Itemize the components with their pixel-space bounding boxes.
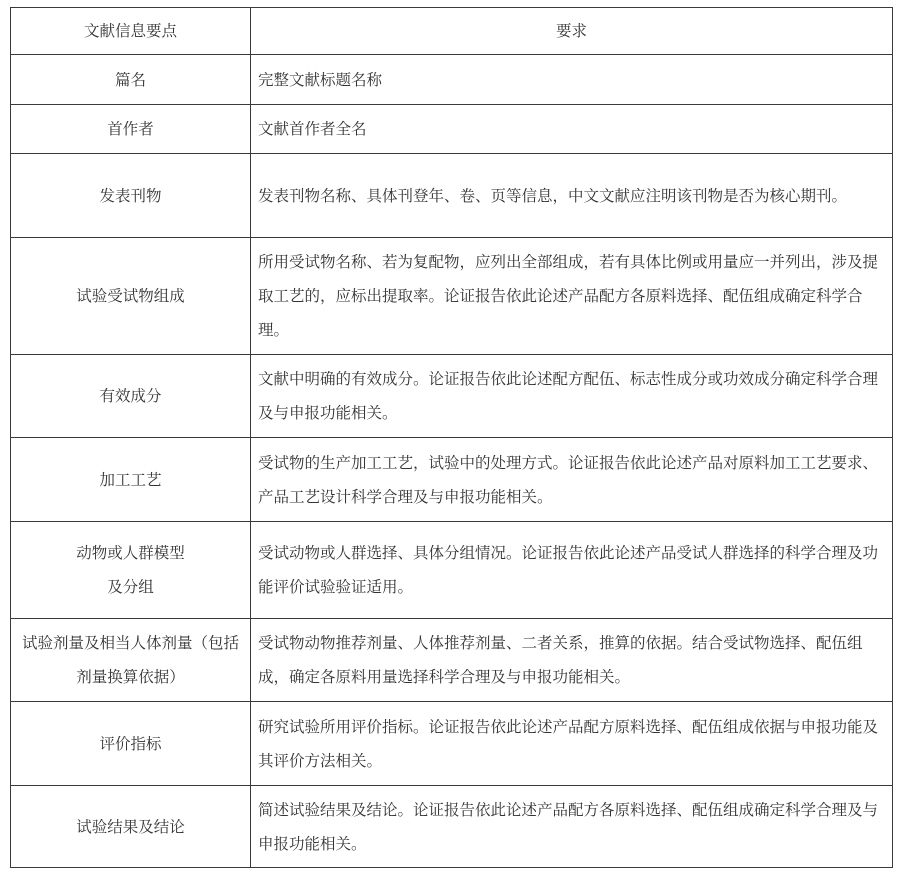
table-row	[11, 154, 893, 238]
row-requirement: 研究试验所用评价指标。论证报告依此论述产品配方原料选择、配伍组成依据与申报功能及其评价方法相关。	[251, 702, 893, 786]
row-label: 发表刊物	[11, 154, 251, 238]
row-requirement: 发表刊物名称、具体刊登年、卷、页等信息，中文文献应注明该刊物是否为核心期刊。	[251, 154, 893, 238]
table-row	[11, 702, 893, 786]
table-row	[11, 105, 893, 154]
header-info-points: 文献信息要点	[11, 8, 251, 55]
row-requirement: 受试动物或人群选择、具体分组情况。论证报告依此论述产品受试人群选择的科学合理及功能评价试验验证适用。	[251, 522, 893, 619]
row-label: 篇名	[11, 55, 251, 105]
table-row	[11, 522, 893, 619]
row-requirement: 文献首作者全名	[251, 105, 893, 154]
row-requirement: 简述试验结果及结论。论证报告依此论述产品配方各原料选择、配伍组成确定科学合理及与申报功能相关。	[251, 786, 893, 868]
row-label: 首作者	[11, 105, 251, 154]
literature-requirements-table	[10, 7, 893, 868]
table-header-row	[11, 8, 893, 55]
row-requirement: 受试物的生产加工工艺，试验中的处理方式。论证报告依此论述产品对原料加工工艺要求、产品工艺设计科学合理及与申报功能相关。	[251, 438, 893, 522]
row-label: 评价指标	[11, 702, 251, 786]
table-row	[11, 786, 893, 868]
table-row	[11, 355, 893, 438]
header-requirements: 要求	[251, 8, 893, 55]
row-requirement: 文献中明确的有效成分。论证报告依此论述配方配伍、标志性成分或功效成分确定科学合理及与申报功能相关。	[251, 355, 893, 438]
table-row	[11, 238, 893, 355]
row-requirement: 完整文献标题名称	[251, 55, 893, 105]
row-label: 试验剂量及相当人体剂量（包括剂量换算依据）	[11, 619, 251, 702]
table-row	[11, 619, 893, 702]
row-requirement: 所用受试物名称、若为复配物，应列出全部组成，若有具体比例或用量应一并列出，涉及提取工艺的，应标出提取率。论证报告依此论述产品配方各原料选择、配伍组成确定科学合理。	[251, 238, 893, 355]
table-row	[11, 55, 893, 105]
row-label: 加工工艺	[11, 438, 251, 522]
row-label: 动物或人群模型及分组	[11, 522, 251, 619]
row-label: 试验结果及结论	[11, 786, 251, 868]
row-label: 试验受试物组成	[11, 238, 251, 355]
row-requirement: 受试物动物推荐剂量、人体推荐剂量、二者关系，推算的依据。结合受试物选择、配伍组成，确定各原料用量选择科学合理及与申报功能相关。	[251, 619, 893, 702]
table-row	[11, 438, 893, 522]
row-label: 有效成分	[11, 355, 251, 438]
